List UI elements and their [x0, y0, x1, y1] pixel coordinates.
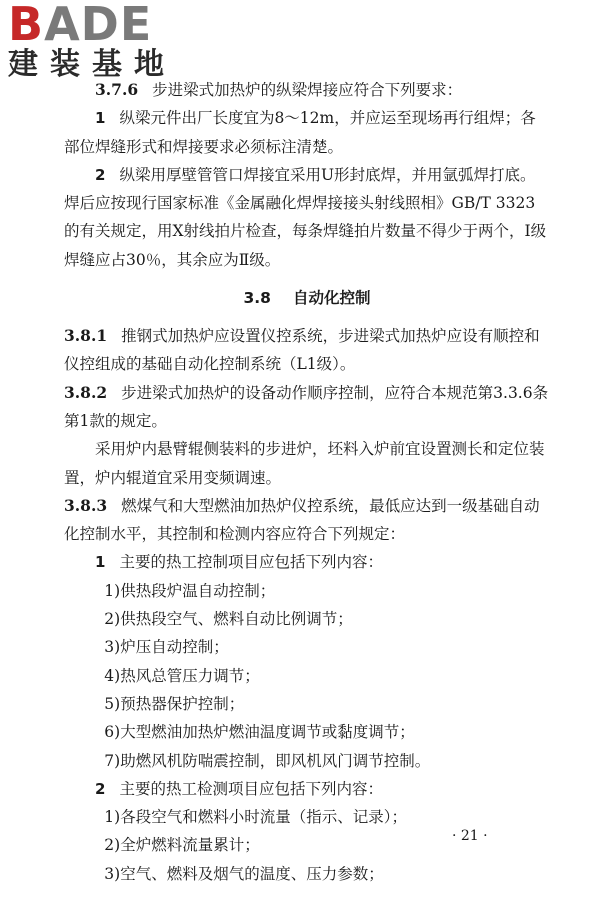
item-number: 2	[95, 165, 106, 184]
sub-item: 7)助燃风机防喘震控制，即风机风门调节控制。	[104, 751, 431, 770]
clause-3-7-6-text: 步进梁式加热炉的纵梁焊接应符合下列要求：	[152, 81, 463, 99]
clause-3-8-2-text: 步进梁式加热炉的设备动作顺序控制，应符合本规范第3.3.6条第1款的规定。	[64, 383, 549, 430]
item-text: 主要的热工检测项目应包括下列内容：	[119, 779, 383, 798]
clause-3-8-1-number: 3.8.1	[64, 326, 108, 346]
clause-3-8-3-item-2	[64, 775, 550, 803]
clause-3-8-1	[64, 322, 550, 379]
clause-3-8-1-text: 推钢式加热炉应设置仪控系统，步进梁式加热炉应设有顺控和仪控组成的基础自动化控制系统（L1级）。	[64, 327, 540, 374]
watermark-logo-rest: ADE	[44, 0, 153, 51]
sub-item: 5)预热器保护控制；	[104, 694, 245, 713]
clause-3-8-3	[64, 492, 550, 549]
sub-item: 3)炉压自动控制；	[104, 638, 229, 657]
sub-item: 3)空气、燃料及烟气的温度、压力参数；	[104, 864, 384, 883]
watermark-subtitle: 建装基地	[8, 47, 176, 82]
clause-3-8-2	[64, 379, 550, 436]
page-number: · 21 ·	[452, 828, 488, 844]
document-body	[64, 76, 550, 888]
item-text: 纵梁用厚壁管管口焊接宜采用U形封底焊，并用氩弧焊打底。焊后应按现行国家标准《金属融化焊焊接接头射线照相》GB/T 3323的有关规定，用X射线拍片检查，每条焊缝拍片数量不得少于两个，Ⅰ级焊缝应占30％，其余应为Ⅱ级。	[64, 165, 547, 269]
sub-item: 2)供热段空气、燃料自动比例调节；	[104, 610, 353, 629]
section-number: 3.8	[243, 289, 271, 308]
watermark-logo-accent: B	[8, 0, 45, 51]
clause-3-7-6-item-1	[64, 104, 550, 161]
item-number: 2	[95, 779, 106, 798]
watermark-logo-text	[8, 0, 176, 51]
clause-3-7-6-number: 3.7.6	[95, 80, 139, 99]
item-number: 1	[95, 109, 106, 128]
sub-item: 2)全炉燃料流量累计；	[104, 836, 260, 855]
item-text: 主要的热工控制项目应包括下列内容：	[119, 553, 383, 572]
sub-item: 6)大型燃油加热炉燃油温度调节或黏度调节；	[104, 723, 415, 742]
sub-item: 4)热风总管压力调节；	[104, 666, 260, 685]
clause-3-8-3-item-1	[64, 548, 550, 576]
clause-3-8-3-number: 3.8.3	[64, 495, 108, 515]
clause-3-8-3-text: 燃煤气和大型燃油加热炉仪控系统，最低应达到一级基础自动化控制水平，其控制和检测内容应符合下列规定：	[64, 496, 540, 544]
clause-3-8-2-extra: 采用炉内悬臂辊侧装料的步进炉，坯料入炉前宜设置测长和定位装置，炉内辊道宜采用变频调速。	[64, 440, 545, 487]
clause-3-7-6-item-2	[64, 161, 550, 274]
item-text: 纵梁元件出厂长度宜为8～12m，并应运至现场再行组焊；各部位焊缝形式和焊接要求必须标注清楚。	[64, 109, 536, 156]
section-3-8-title	[64, 284, 550, 312]
section-title-text: 自动化控制	[292, 289, 371, 308]
sub-item: 1)供热段炉温自动控制；	[104, 581, 276, 600]
clause-3-8-2-number: 3.8.2	[64, 382, 108, 402]
sub-item: 1)各段空气和燃料小时流量（指示、记录）；	[104, 808, 407, 827]
item-number: 1	[95, 553, 106, 572]
watermark-logo	[8, 2, 176, 82]
